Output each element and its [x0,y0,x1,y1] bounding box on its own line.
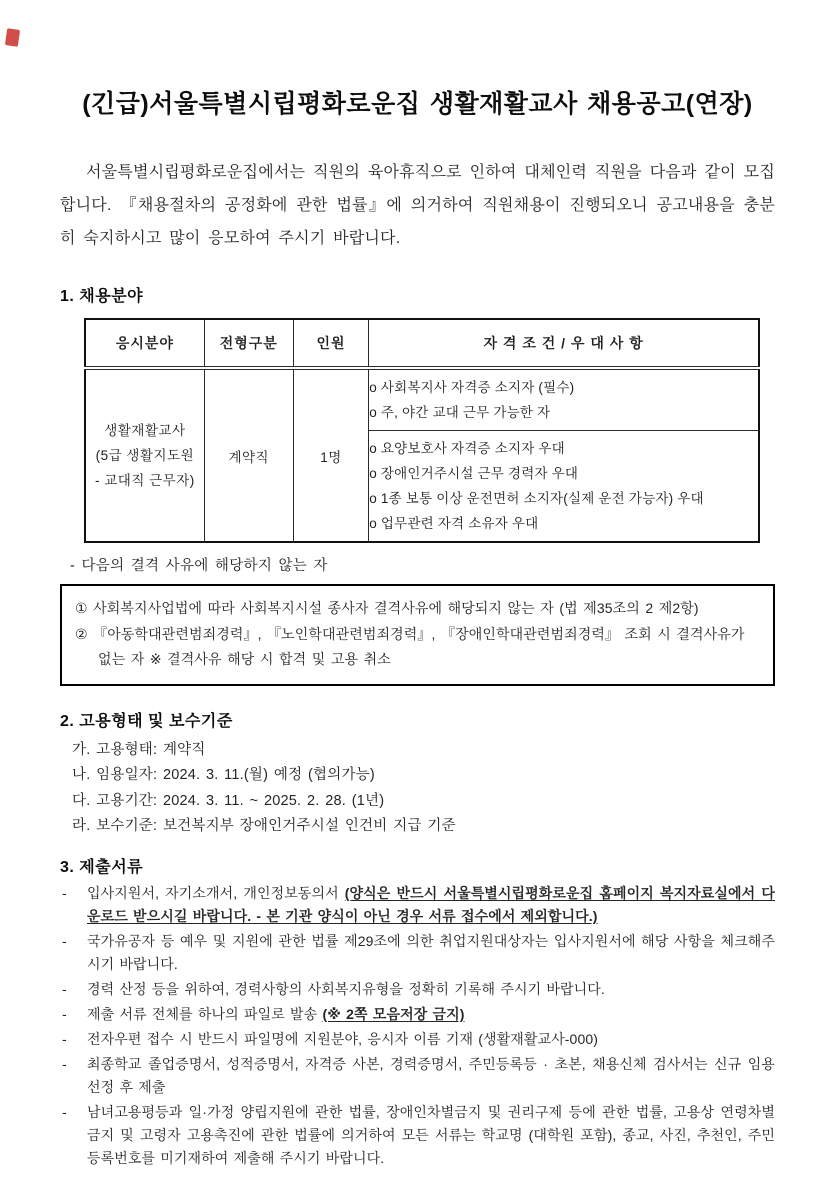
submission-item-text: 국가유공자 등 예우 및 지원에 관한 법률 제29조에 의한 취업지원대상자는 입사지원서에 해당 사항을 체크해주시기 바랍니다. [87,932,775,972]
dash-bullet: - [62,1030,67,1047]
disqualification-item: ② 『아동학대관련범죄경력』, 『노인학대관련범죄경력』, 『장애인학대관련범죄경력』 조회 시 결격사유가 없는 자 ※ 결격사유 해당 시 합격 및 고용 취소 [75,625,745,667]
qual-item: o 사회복지사 자격증 소지자 (필수) [369,380,575,395]
field-line: 생활재활교사 [104,423,186,438]
submission-item-text: 전자우편 접수 시 반드시 파일명에 지원분야, 응시자 이름 기재 (생활재활교사-000) [87,1030,598,1047]
submission-item-text: 최종학교 졸업증명서, 성적증명서, 자격증 사본, 경력증명서, 주민등록등 · 초본, 채용신체 검사서는 신규 임용 선정 후 제출 [87,1055,775,1095]
col-header-apply-field: 응시분야 [85,319,204,368]
submission-item [60,978,775,1001]
dash-bullet: - [62,884,67,901]
field-line: - 교대직 근무자) [95,473,195,488]
qual-item: o 업무관련 자격 소유자 우대 [369,516,539,531]
section3-heading: 3. 제출서류 [60,858,144,876]
submission-item [60,1003,775,1026]
qual-item: o 요양보호사 자격증 소지자 우대 [369,441,565,456]
dash-bullet: - [62,1055,67,1072]
submission-item-text: 남녀고용평등과 일·가정 양립지원에 관한 법률, 장애인차별금지 및 권리구제 등에 관한 법률, 고용상 연령차별금지 및 고령자 고용촉진에 관한 법률에 의거하여 모든 서류는 학교명 (대학원 포함), 종교, 사진, 추천인, 주민등록번호를 미기재하여 제출해 주시기 바랍니다. [87,1103,775,1166]
dash-bullet: - [62,1005,67,1022]
submission-item-emphasis: (양식은 반드시 서울특별시립평화로운집 홈페이지 복지자료실에서 다운로드 받으시길 바랍니다. - 본 기관 양식이 아닌 경우 서류 접수에서 제외합니다.) [87,884,775,924]
table-row [85,368,759,431]
submission-item [60,882,775,928]
dash-bullet: - [62,1103,67,1120]
employment-term-item: 가. 고용형태: 계약직 [72,741,206,758]
recruitment-table [84,318,760,543]
submission-item-text: 입사지원서, 자기소개서, 개인정보동의서 [87,884,345,901]
qual-item: o 장애인거주시설 근무 경력자 우대 [369,466,579,481]
cell-apply-field [85,368,204,542]
table-header-row [85,319,759,368]
submission-item [60,1053,775,1099]
employment-term-item: 다. 고용기간: 2024. 3. 11. ~ 2025. 2. 28. (1년) [72,792,385,809]
dash-bullet: - [62,932,67,949]
disqualification-note: - 다음의 결격 사유에 해당하지 않는 자 [70,558,328,574]
section2-heading: 2. 고용형태 및 보수기준 [60,712,233,730]
cell-qual-required [369,368,759,431]
submission-item-emphasis: (※ 2쪽 모음저장 금지) [322,1005,465,1022]
submission-item [60,1028,775,1051]
intro-paragraph: 서울특별시립평화로운집에서는 직원의 육아휴직으로 인하여 대체인력 직원을 다음과 같이 모집합니다. 『채용절차의 공정화에 관한 법률』에 의거하여 직원채용이 진행되오니 공고내용을 충분히 숙지하시고 많이 응모하여 주시기 바랍니다. [60,164,775,247]
red-stamp-mark [5,28,20,47]
submission-item [60,930,775,976]
submission-item-text: 경력 산정 등을 위하여, 경력사항의 사회복지유형을 정확히 기록해 주시기 바랍니다. [87,980,605,997]
col-header-qualifications: 자 격 조 건 / 우 대 사 항 [369,319,759,368]
submission-item [60,1101,775,1170]
employment-term-item: 라. 보수기준: 보건복지부 장애인거주시설 인건비 지급 기준 [72,818,456,834]
cell-headcount: 1명 [293,368,368,542]
doc-title: (긴급)서울특별시립평화로운집 생활재활교사 채용공고(연장) [82,90,753,118]
cell-selection-type: 계약직 [204,368,293,542]
cell-qual-preferred [369,431,759,543]
col-header-headcount: 인원 [293,319,368,368]
submission-item-text: 제출 서류 전체를 하나의 파일로 발송 [87,1005,323,1022]
field-line: (5급 생활지도원 [95,448,195,463]
employment-terms-list [72,738,775,840]
submission-docs-list [60,882,775,1170]
section1-heading: 1. 채용분야 [60,288,144,305]
employment-term-item: 나. 임용일자: 2024. 3. 11.(월) 예정 (협의가능) [72,767,375,783]
col-header-selection-type: 전형구분 [204,319,293,368]
disqualification-item: ① 사회복지사업법에 따라 사회복지시설 종사자 결격사유에 해당되지 않는 자 (법 제35조의 2 제2항) [75,600,699,616]
qual-item: o 1종 보통 이상 운전면허 소지자(실제 운전 가능자) 우대 [369,491,704,506]
qual-item: o 주, 야간 교대 근무 가능한 자 [369,405,551,420]
dash-bullet: - [62,980,67,997]
disqualification-box [60,584,775,686]
